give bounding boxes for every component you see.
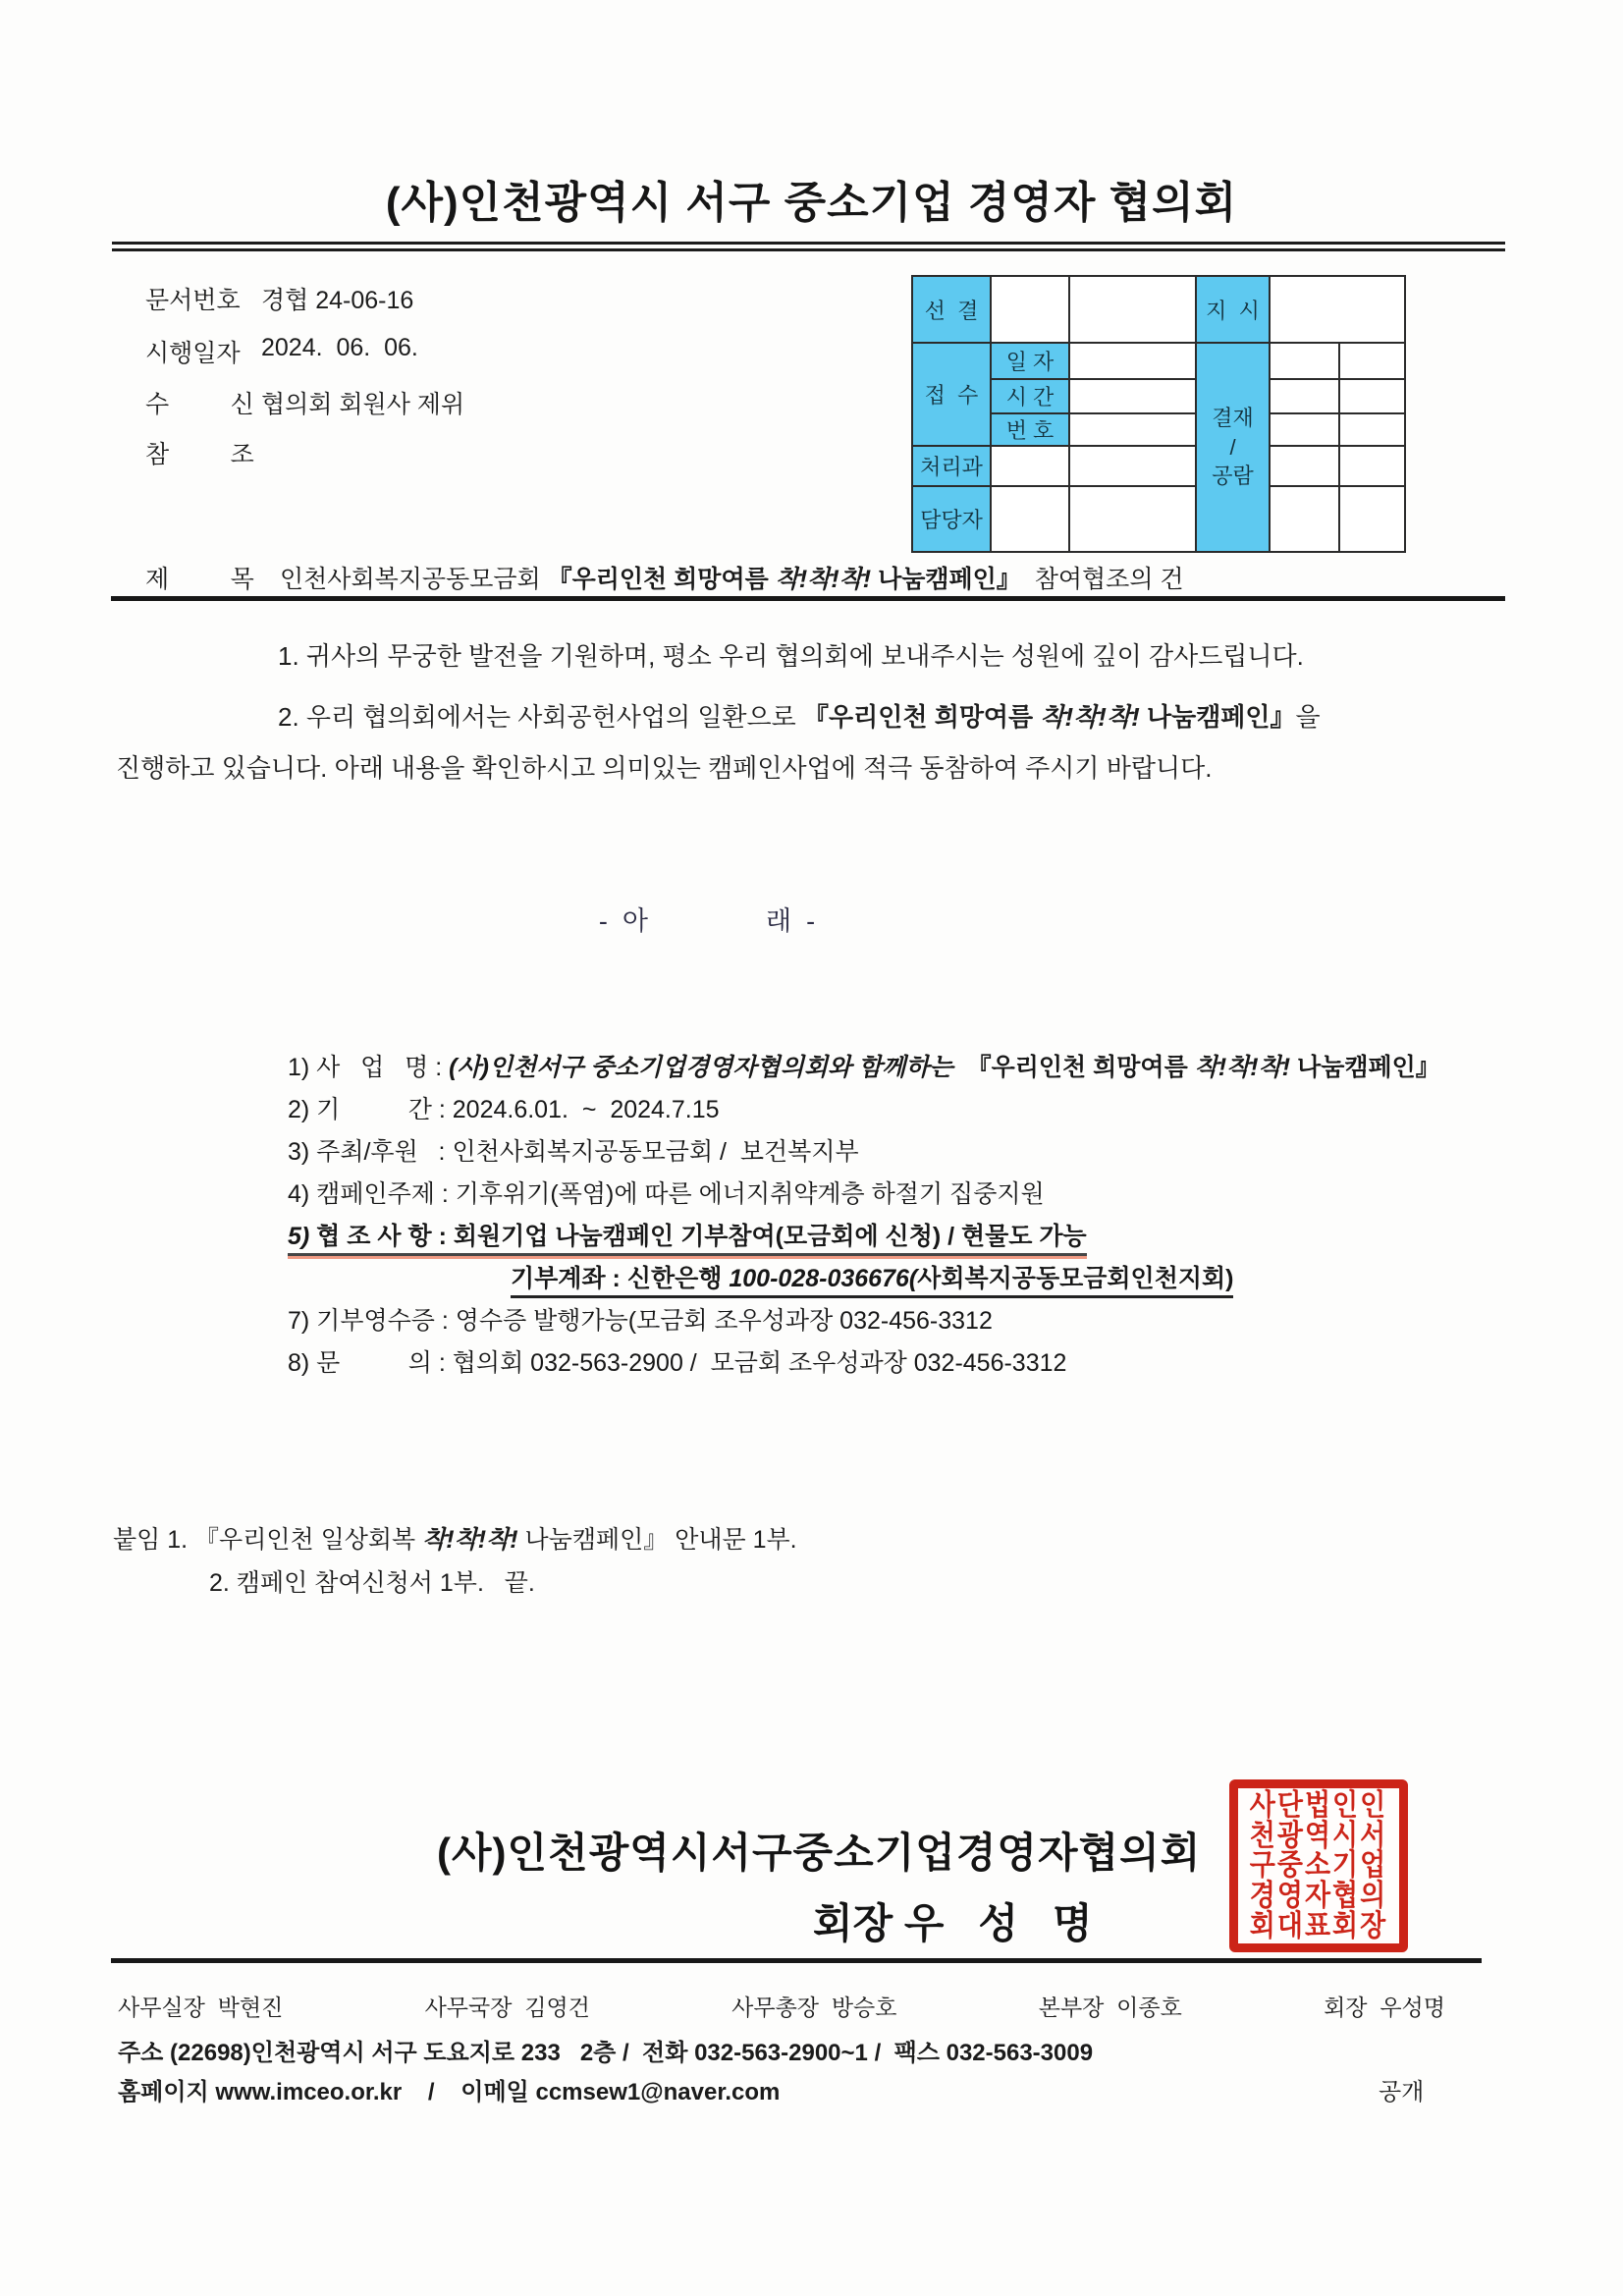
approval-cell-beonho: 번 호 bbox=[991, 413, 1069, 446]
details-list bbox=[288, 1047, 1440, 1385]
staff-role: 본부장 bbox=[1038, 1995, 1105, 2020]
footer-staff-row bbox=[118, 1990, 1445, 2022]
reference-label: 참 조 bbox=[145, 441, 254, 468]
approval-cell-empty bbox=[991, 446, 1069, 486]
campaign-name-emph: 착!착!착! bbox=[775, 566, 872, 593]
subject-label: 제 목 bbox=[145, 566, 254, 593]
approval-cell-empty bbox=[1339, 413, 1405, 446]
approval-cell-empty bbox=[1270, 446, 1339, 486]
list-item-3: 3) 주최/후원 : 인천사회복지공동모금회 / 보건복지부 bbox=[288, 1138, 859, 1166]
approval-cell-empty bbox=[1270, 276, 1405, 343]
doc-number-row bbox=[145, 281, 414, 316]
staff-name: 박현진 bbox=[217, 1995, 284, 2020]
subject-tail: 참여협조의 건 bbox=[1020, 566, 1184, 593]
reference-row bbox=[145, 435, 254, 470]
recipient-row bbox=[145, 385, 465, 420]
approval-cell-empty bbox=[991, 486, 1069, 552]
donation-account-number: 100-028-036676( bbox=[729, 1265, 918, 1292]
staff-role: 회장 bbox=[1324, 1995, 1368, 2020]
attachment-1-emph: 착!착!착! bbox=[422, 1526, 518, 1554]
attachment-2: 2. 캠페인 참여신청서 1부. 끝. bbox=[209, 1569, 535, 1597]
staff-name: 방승호 bbox=[831, 1995, 897, 2020]
campaign-name-pre: 『우리인천 희망여름 bbox=[547, 566, 776, 593]
gyeoljae-label: 결재 bbox=[1212, 405, 1254, 430]
staff-entry bbox=[1039, 1990, 1182, 2022]
signature-organization: (사)인천광역시서구중소기업경영자협의회 bbox=[437, 1830, 1202, 1876]
approval-cell-empty bbox=[1270, 379, 1339, 413]
subject-content bbox=[280, 560, 1184, 595]
item5-cooperation-text: 협 조 사 항 : 회원기업 나눔캠페인 기부참여(모금회에 신청) / 현물도 가능 bbox=[309, 1223, 1087, 1250]
body-paragraph-2-text: 2. 우리 협의회에서는 사회공헌사업의 일환으로 bbox=[278, 702, 804, 732]
staff-role: 사무국장 bbox=[424, 1995, 513, 2020]
approval-cell-empty bbox=[1069, 276, 1196, 343]
approval-cell-empty bbox=[1270, 486, 1339, 552]
recipient-label: 수 신 bbox=[145, 391, 254, 418]
approval-cell-sigan: 시 간 bbox=[991, 379, 1069, 413]
approval-cell-ilja: 일 자 bbox=[991, 343, 1069, 379]
footer-disclosure-badge: 공개 bbox=[1379, 2079, 1425, 2105]
approval-cell-empty bbox=[1069, 446, 1196, 486]
body-paragraph-2 bbox=[278, 697, 1321, 734]
approval-cell-empty bbox=[1069, 379, 1196, 413]
staff-name: 이종호 bbox=[1116, 1995, 1182, 2020]
subject-row bbox=[145, 560, 1184, 595]
approval-cell-empty bbox=[991, 276, 1069, 343]
item1-organizer: (사)인천서구 중소기업경영자협의회와 함께하는 bbox=[449, 1054, 967, 1081]
approval-cell-empty bbox=[1069, 343, 1196, 379]
approval-cell-empty bbox=[1339, 486, 1405, 552]
doc-number-label: 문서번호 bbox=[145, 287, 241, 314]
item1-label: 1) 사 업 명 : bbox=[288, 1054, 450, 1081]
list-item-5 bbox=[288, 1216, 1440, 1258]
campaign-name-post: 나눔캠페인』 bbox=[1139, 702, 1296, 732]
approval-cell-empty bbox=[1339, 343, 1405, 379]
list-item-8: 8) 문 의 : 협의회 032-563-2900 / 모금회 조우성과장 032-456-3312 bbox=[288, 1349, 1067, 1377]
staff-entry bbox=[118, 1990, 283, 2022]
approval-cell-gyeoljae-gongnam bbox=[1196, 343, 1270, 552]
title-divider bbox=[112, 242, 1505, 251]
seal-text-row: 회대표회장 bbox=[1249, 1909, 1388, 1942]
seal-text-row: 경영자협의 bbox=[1249, 1879, 1388, 1913]
attachment-1-pre: 붙임 1. 『우리인천 일상회복 bbox=[113, 1526, 423, 1554]
staff-entry bbox=[425, 1990, 590, 2022]
below-separator: - 아 래 - bbox=[598, 906, 816, 936]
seal-text-row: 구중소기업 bbox=[1249, 1848, 1388, 1883]
signature-chairman: 회장 우 성 명 bbox=[813, 1900, 1093, 1946]
campaign-name-post: 나눔캠페인』 bbox=[871, 566, 1021, 593]
campaign-name-pre: 『우리인천 희망여름 bbox=[966, 1054, 1195, 1081]
approval-cell-empty bbox=[1270, 413, 1339, 446]
approval-cell-empty bbox=[1339, 446, 1405, 486]
body-paragraph-2-continued: 진행하고 있습니다. 아래 내용을 확인하시고 의미있는 캠페인사업에 적극 동참하여 주시기 바랍니다. bbox=[116, 753, 1213, 783]
doc-number-value: 경협 24-06-16 bbox=[261, 287, 414, 314]
approval-cell-jisi: 지 시 bbox=[1196, 276, 1270, 343]
footer-address: 주소 (22698)인천광역시 서구 도요지로 233 2층 / 전화 032-563-2900~1 / 팩스 032-563-3009 bbox=[118, 2040, 1094, 2066]
donation-account-holder: 사회복지공동모금회인천지회) bbox=[917, 1265, 1234, 1292]
staff-role: 사무총장 bbox=[731, 1995, 820, 2020]
corporate-seal-stamp bbox=[1229, 1779, 1408, 1952]
staff-entry bbox=[1324, 1990, 1445, 2022]
campaign-name-emph: 착!착!착! bbox=[1040, 702, 1140, 732]
campaign-name-emph: 착!착!착! bbox=[1194, 1054, 1291, 1081]
campaign-name-pre: 『우리인천 희망여름 bbox=[803, 702, 1041, 732]
approval-cell-empty bbox=[1069, 486, 1196, 552]
subject-text: 인천사회복지공동모금회 bbox=[280, 566, 548, 593]
subject-divider bbox=[111, 596, 1505, 601]
list-item-4: 4) 캠페인주제 : 기후위기(폭염)에 따른 에너지취약계층 하절기 집중지원 bbox=[288, 1180, 1045, 1208]
item5-number: 5) bbox=[288, 1223, 310, 1250]
staff-role: 사무실장 bbox=[118, 1995, 205, 2020]
gongnam-label: 공람 bbox=[1212, 464, 1254, 489]
approval-cell-cheoligwa: 처리과 bbox=[912, 446, 991, 486]
approval-cell-damdangja: 담당자 bbox=[912, 486, 991, 552]
approval-cell-empty bbox=[1339, 379, 1405, 413]
issue-date-row bbox=[145, 334, 418, 369]
approval-cell-seongyeol: 선 결 bbox=[912, 276, 991, 343]
organization-title: (사)인천광역시 서구 중소기업 경영자 협의회 bbox=[385, 179, 1238, 227]
footer-divider bbox=[111, 1958, 1482, 1963]
attachment-1 bbox=[113, 1520, 797, 1556]
issue-date-label: 시행일자 bbox=[145, 340, 241, 367]
gyeoljae-slash: / bbox=[1229, 434, 1236, 460]
approval-cell-empty bbox=[1069, 413, 1196, 446]
list-item-donation-account bbox=[288, 1258, 1440, 1300]
attachment-1-post: 나눔캠페인』 안내문 1부. bbox=[517, 1526, 797, 1554]
list-item-7: 7) 기부영수증 : 영수증 발행가능(모금회 조우성과장 032-456-3312 bbox=[288, 1307, 993, 1335]
recipient-value: 협의회 회원사 제위 bbox=[261, 391, 465, 418]
issue-date-value: 2024. 06. 06. bbox=[261, 334, 418, 361]
approval-table bbox=[911, 275, 1406, 553]
approval-cell-jeopsu: 접 수 bbox=[912, 343, 991, 446]
seal-text-row: 사단법인인 bbox=[1249, 1788, 1388, 1822]
staff-name: 김영건 bbox=[524, 1995, 590, 2020]
list-item-2: 2) 기 간 : 2024.6.01. ~ 2024.7.15 bbox=[288, 1096, 720, 1123]
approval-cell-empty bbox=[1270, 343, 1339, 379]
donation-account-label: 기부계좌 : 신한은행 bbox=[511, 1265, 730, 1292]
campaign-name-post: 나눔캠페인』 bbox=[1290, 1054, 1440, 1081]
body-paragraph-1: 1. 귀사의 무궁한 발전을 기원하며, 평소 우리 협의회에 보내주시는 성원에 깊이 감사드립니다. bbox=[278, 641, 1304, 671]
body-paragraph-2-tail: 을 bbox=[1295, 702, 1321, 732]
staff-entry bbox=[731, 1990, 896, 2022]
list-item-1 bbox=[288, 1047, 1440, 1089]
seal-text-row: 천광역시서 bbox=[1249, 1818, 1388, 1852]
footer-web-email: 홈페이지 www.imceo.or.kr / 이메일 ccmsew1@naver.com bbox=[118, 2079, 781, 2105]
staff-name: 우성명 bbox=[1380, 1995, 1445, 2020]
